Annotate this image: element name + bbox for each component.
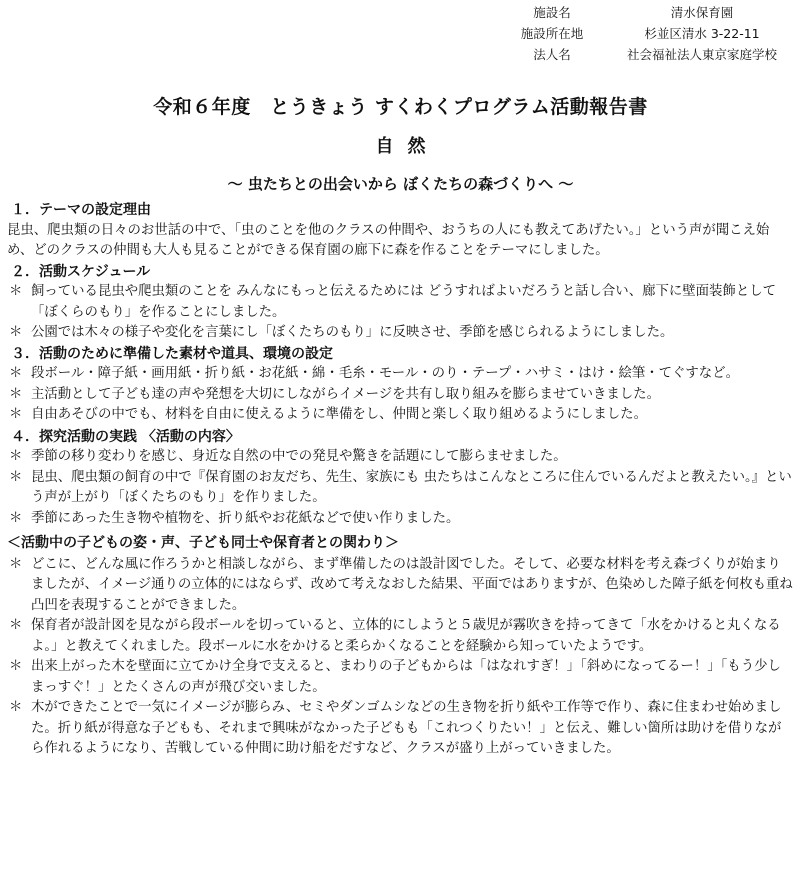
list-item: [7, 282, 793, 323]
report-body: [7, 200, 793, 760]
children-voices-list: [7, 555, 793, 760]
list-item: [7, 698, 793, 760]
bullet-star: ＊: [9, 407, 23, 422]
schedule-list: [7, 282, 793, 344]
facility-value: 清水保育園: [670, 5, 734, 20]
facility-info: [492, 2, 792, 65]
bullet-star: ＊: [9, 449, 23, 464]
list-item-text: 昆虫、爬虫類の飼育の中で『保育園のお友だち、先生、家族にも 虫たちはこんなところに住んでいるんだよと教えたい。』という声が上がり「ぼくたちのもり」を作りました。: [31, 469, 792, 505]
report-title: 令和６年度 とうきょう すくわくプログラム活動報告書: [153, 96, 648, 118]
section-heading: ４．探究活動の実践 〈活動の内容〉: [11, 428, 240, 445]
activity-list: [7, 447, 793, 529]
report-subtitle: ～ 虫たちとの出会いから ぼくたちの森づくりへ ～: [227, 175, 574, 193]
list-item-text: 段ボール・障子紙・画用紙・折り紙・お花紙・綿・毛糸・モール・のり・テープ・ハサミ・はけ・絵筆・てぐすなど。: [31, 366, 739, 381]
facility-label: 施設名: [533, 5, 571, 20]
list-item-text: 出来上がった木を壁面に立てかけ全身で支えると、まわりの子どもからは「はなれすぎ！」「斜めになってるー！」「もう少しまっすぐ！」とたくさんの声が飛び交いました。: [31, 659, 781, 695]
list-item-text: どこに、どんな風に作ろうかと相談しながら、まず準備したのは設計図でした。そして、必要な材料を考え森づくりが始まりましたが、イメージ通りの立体的にはならず、改めて考えなおした結果、平面ではありますが、色染めした障子紙を何枚も重ね凸凹を表現することができました。: [31, 556, 793, 613]
list-item: [7, 364, 793, 385]
facility-value: 杉並区清水 3-22-11: [644, 26, 760, 41]
list-item: [7, 468, 793, 509]
facility-label: 法人名: [533, 47, 571, 62]
facility-label: 施設所在地: [520, 26, 584, 41]
facility-value: 社会福祉法人東京家庭学校: [626, 47, 777, 62]
section-heading: ＜活動中の子どもの姿・声、子ども同士や保育者との関わり＞: [7, 535, 399, 551]
list-item: [7, 323, 793, 344]
list-item-text: 保育者が設計図を見ながら段ボールを切っていると、立体的にしようと５歳児が霧吹きを持ってきて「水をかけると丸くなるよ。」と教えてくれました。段ボールに水をかけると柔らかくなることを経験から知っていたようです。: [31, 618, 781, 654]
list-item: [7, 385, 793, 406]
list-item: [7, 509, 793, 530]
facility-row: [492, 44, 792, 65]
list-item-text: 飼っている昆虫や爬虫類のことを みんなにもっと伝えるためには どうすればよいだろうと話し合い、廊下に壁面装飾として「ぼくらのもり」を作ることにしました。: [31, 284, 776, 320]
bullet-star: ＊: [9, 284, 23, 299]
list-item-text: 季節にあった生き物や植物を、折り紙やお花紙などで使い作りました。: [31, 510, 460, 526]
report-subject: 自然: [375, 136, 440, 157]
bullet-star: ＊: [9, 700, 23, 715]
materials-list: [7, 364, 793, 426]
list-item-text: 主活動として子ども達の声や発想を大切にしながらイメージを共有し取り組みを膨らませていきました。: [31, 386, 660, 402]
list-item: [7, 555, 793, 617]
bullet-star: ＊: [9, 618, 23, 633]
section-heading: １．テーマの設定理由: [11, 202, 151, 218]
bullet-star: ＊: [9, 325, 23, 340]
list-item: [7, 657, 793, 698]
bullet-star: ＊: [9, 469, 23, 485]
section-heading: ３．活動のために準備した素材や道具、環境の設定: [11, 345, 333, 362]
section-heading: ２．活動スケジュール: [11, 263, 151, 280]
bullet-star: ＊: [9, 386, 23, 402]
bullet-star: ＊: [9, 659, 23, 674]
bullet-star: ＊: [9, 366, 23, 381]
list-item-text: 自由あそびの中でも、材料を自由に使えるように準備をし、仲間と楽しく取り組めるようにしました。: [31, 407, 647, 422]
list-item-text: 公園では木々の様子や変化を言葉にし「ぼくたちのもり」に反映させ、季節を感じられるようにしました。: [31, 325, 674, 340]
facility-row: [492, 2, 792, 23]
list-item: [7, 405, 793, 426]
bullet-star: ＊: [9, 556, 23, 572]
list-item: [7, 616, 793, 657]
facility-row: [492, 23, 792, 44]
theme-reason-text: 昆虫、爬虫類の日々のお世話の中で、「虫のことを他のクラスの仲間や、おうちの人にも教えてあげたい。」という声が聞こえ始め、どのクラスの仲間も大人も見ることができる保育園の廊下に森を作ることをテーマにしました。: [7, 222, 770, 258]
list-item-text: 季節の移り変わりを感じ、身近な自然の中での発見や驚きを話題にして膨らませました。: [31, 449, 567, 464]
list-item: [7, 447, 793, 468]
list-item-text: 木ができたことで一気にイメージが膨らみ、セミやダンゴムシなどの生き物を折り紙や工作等で作り、森に住まわせ始めました。折り紙が得意な子どもも、それまで興味がなかった子どもも「これつくりたい！」と伝え、難しい箇所は助けを借りながら作れるようになり、苦戦している仲間に助け船をだすなど、クラスが盛り上がっていきました。: [31, 700, 782, 756]
bullet-star: ＊: [9, 510, 23, 526]
